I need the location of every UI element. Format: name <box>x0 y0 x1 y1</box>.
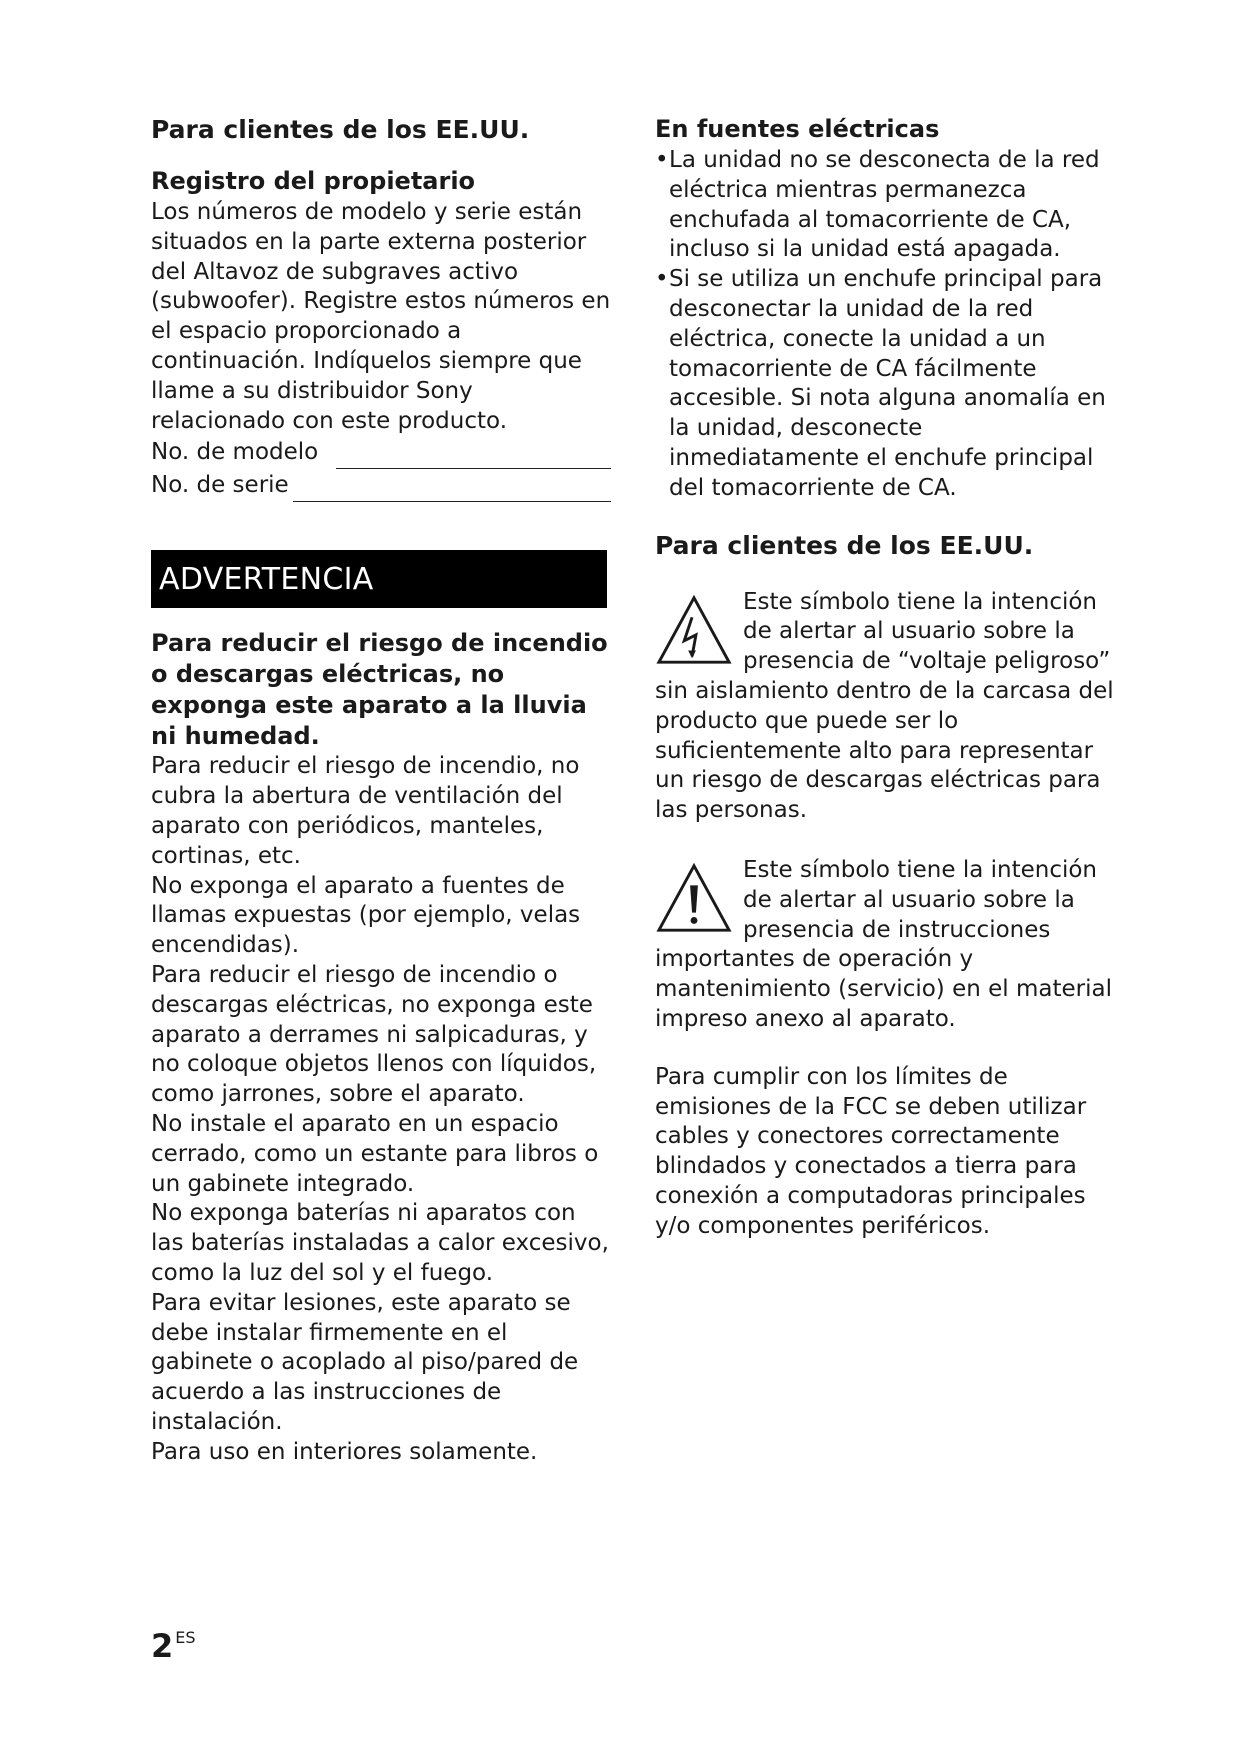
model-blank-line <box>336 444 611 469</box>
exclamation-warning-icon <box>655 860 733 938</box>
right-column <box>655 112 1115 1242</box>
exclamation-symbol-block <box>655 856 1115 1035</box>
warning-paragraph: Para evitar lesiones, este aparato se debe instalar firmemente en el gabinete o acoplado al piso/pared de acuerdo a las instrucciones de instalación. <box>151 1289 579 1435</box>
heading-power-sources: En fuentes eléctricas <box>655 115 940 143</box>
page-number-value: 2 <box>151 1627 174 1665</box>
page-number <box>151 1627 196 1665</box>
serial-number-field <box>151 469 611 502</box>
warning-banner: ADVERTENCIA <box>151 550 607 608</box>
serial-label: No. de serie <box>151 472 289 499</box>
model-number-field <box>151 436 611 469</box>
heading-owner-registration: Registro del propietario <box>151 167 476 195</box>
warning-paragraph: No instale el aparato en un espacio cerrado, como un estante para libros o un gabinete integrado. <box>151 1110 599 1197</box>
heading-us-customers-2: Para clientes de los EE.UU. <box>655 530 1034 560</box>
lightning-symbol-block <box>655 588 1115 826</box>
exclamation-symbol-text: Este símbolo tiene la intención de alertar al usuario sobre la presencia de instrucciones importantes de operación y mantenimiento (servicio) en el material impreso anexo al aparato. <box>655 856 1112 1032</box>
warning-paragraph: Para uso en interiores solamente. <box>151 1438 538 1465</box>
list-item: • Si se utiliza un enchufe principal para desconectar la unidad de la red eléctrica, conecte la unidad a un tomacorriente de CA fácilmente accesible. Si nota alguna anomalía en la unidad, desconecte inmediatamente el enchufe principal del tomacorriente de CA. <box>655 265 1115 503</box>
warning-paragraph: No exponga baterías ni aparatos con las baterías instaladas a calor excesivo, como la luz del sol y el fuego. <box>151 1200 609 1286</box>
model-label: No. de modelo <box>151 439 319 466</box>
warning-paragraph: Para reducir el riesgo de incendio o descargas eléctricas, no exponga este aparato a derrames ni salpicaduras, y no coloque objetos llenos con líquidos, como jarrones, sobre el aparato. <box>151 961 597 1108</box>
language-code: ES <box>175 1628 196 1647</box>
warning-paragraph: No exponga el aparato a fuentes de llamas expuestas (por ejemplo, velas encendidas). <box>151 872 581 959</box>
warning-paragraph: Para reducir el riesgo de incendio, no cubra la abertura de ventilación del aparato con periódicos, manteles, cortinas, etc. <box>151 753 580 869</box>
warning-title: Para reducir el riesgo de incendio o descargas eléctricas, no exponga este aparato a la lluvia ni humedad. <box>151 629 608 751</box>
list-item: • La unidad no se desconecta de la red eléctrica mientras permanezca enchufada al tomacorriente de CA, incluso si la unidad está apagada. <box>655 146 1115 265</box>
fcc-text: Para cumplir con los límites de emisiones de la FCC se deben utilizar cables y conectores correctamente blindados y conectados a tierra para conexión a computadoras principales y/o componentes periféricos. <box>655 1063 1087 1239</box>
registration-text: Los números de modelo y serie están situados en la parte externa posterior del Altavoz de subgraves activo (subwoofer). Registre estos números en el espacio proporcionado a continuación. Indíquelos siempre que llame a su distribuidor Sony relacionado con este producto. <box>151 199 611 434</box>
left-column <box>151 112 611 1468</box>
lightning-symbol-text: Este símbolo tiene la intención de alertar al usuario sobre la presencia de “voltaje peligroso” sin aislamiento dentro de la carcasa del producto que puede ser lo suficientemente alto para representar un riesgo de descargas eléctricas para las personas. <box>655 588 1114 824</box>
heading-us-customers: Para clientes de los EE.UU. <box>151 115 530 144</box>
serial-blank-line <box>293 477 611 502</box>
power-bullet-list <box>655 146 1115 504</box>
lightning-warning-icon <box>655 592 733 670</box>
